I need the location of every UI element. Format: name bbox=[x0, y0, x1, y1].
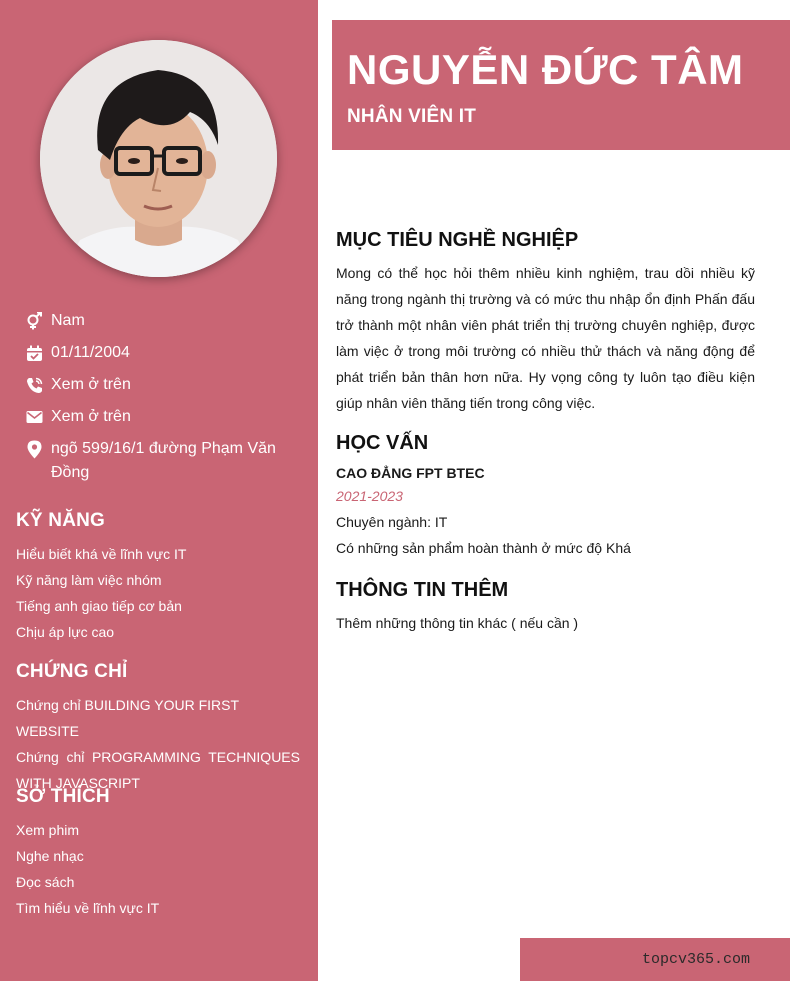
extra-info-section bbox=[336, 579, 755, 636]
contact-birthday bbox=[24, 341, 304, 365]
avatar bbox=[40, 40, 277, 277]
gender-icon bbox=[24, 309, 44, 333]
profile-photo bbox=[40, 40, 277, 277]
sidebar bbox=[0, 0, 318, 981]
skill-item: Chịu áp lực cao bbox=[16, 624, 115, 640]
phone-icon bbox=[24, 373, 44, 397]
footer-site: topcv365.com bbox=[641, 951, 750, 968]
skill-item: Kỹ năng làm việc nhóm bbox=[16, 572, 162, 588]
contact-address bbox=[24, 437, 304, 485]
education-section bbox=[336, 432, 755, 561]
contact-birthday-text: 01/11/2004 bbox=[51, 344, 130, 361]
skills-title: KỸ NĂNG bbox=[16, 510, 106, 531]
location-pin-icon bbox=[24, 437, 44, 461]
contact-email-text: Xem ở trên bbox=[51, 408, 131, 425]
hobby-item: Xem phim bbox=[16, 822, 80, 838]
job-title: NHÂN VIÊN IT bbox=[347, 106, 477, 127]
header-banner bbox=[332, 20, 790, 150]
education-years: 2021-2023 bbox=[336, 488, 403, 504]
certificates-section bbox=[16, 661, 300, 796]
hobbies-title: SỞ THÍCH bbox=[16, 786, 110, 807]
skill-item: Tiếng anh giao tiếp cơ bản bbox=[16, 598, 182, 614]
contact-info bbox=[24, 309, 304, 493]
hobby-item: Nghe nhạc bbox=[16, 848, 84, 864]
education-note: Có những sản phẩm hoàn thành ở mức độ Khá bbox=[336, 540, 631, 556]
contact-phone-text: Xem ở trên bbox=[51, 376, 131, 393]
contact-gender-text: Nam bbox=[51, 312, 85, 329]
certificate-item: Chứng chỉ BUILDING YOUR FIRST WEBSITE bbox=[16, 697, 239, 739]
contact-email bbox=[24, 405, 304, 429]
education-school: CAO ĐẲNG FPT BTEC bbox=[336, 465, 485, 481]
email-icon bbox=[24, 405, 44, 429]
hobby-item: Đọc sách bbox=[16, 874, 75, 890]
full-name: NGUYỄN ĐỨC TÂM bbox=[347, 46, 744, 93]
footer-watermark bbox=[520, 938, 790, 981]
education-title: HỌC VẤN bbox=[336, 432, 429, 454]
objective-section bbox=[336, 229, 755, 416]
skills-section bbox=[16, 510, 300, 645]
extra-info-text: Thêm những thông tin khác ( nếu cần ) bbox=[336, 615, 579, 631]
objective-title: MỤC TIÊU NGHỀ NGHIỆP bbox=[336, 229, 579, 251]
hobby-item: Tìm hiểu về lĩnh vực IT bbox=[16, 900, 160, 916]
education-major: Chuyên ngành: IT bbox=[336, 514, 448, 530]
contact-address-text: ngõ 599/16/1 đường Phạm Văn Đồng bbox=[51, 440, 276, 481]
hobbies-section bbox=[16, 786, 300, 921]
certificates-title: CHỨNG CHỈ bbox=[16, 661, 128, 682]
calendar-icon bbox=[24, 341, 44, 365]
extra-info-title: THÔNG TIN THÊM bbox=[336, 579, 509, 601]
contact-phone bbox=[24, 373, 304, 397]
contact-gender bbox=[24, 309, 304, 333]
skill-item: Hiểu biết khá về lĩnh vực IT bbox=[16, 546, 187, 562]
certificate-item: Chứng chỉ PROGRAMMING TECHNIQUES WITH JAVASCRIPT bbox=[16, 749, 300, 791]
objective-text: Mong có thể học hỏi thêm nhiều kinh nghiệm, trau dồi nhiều kỹ năng trong ngành thị trường và có mức thu nhập ổn định Phấn đấu trở thành một nhân viên phát triển thị trường chuyên nghiệp, được làm việc ở trong môi trường có nhiều thử thách và năng động để phát triển bản thân hơn nữa. Hy vọng công ty luôn tạo điều kiện giúp nhân viên thăng tiến trong công việc. bbox=[336, 265, 755, 411]
